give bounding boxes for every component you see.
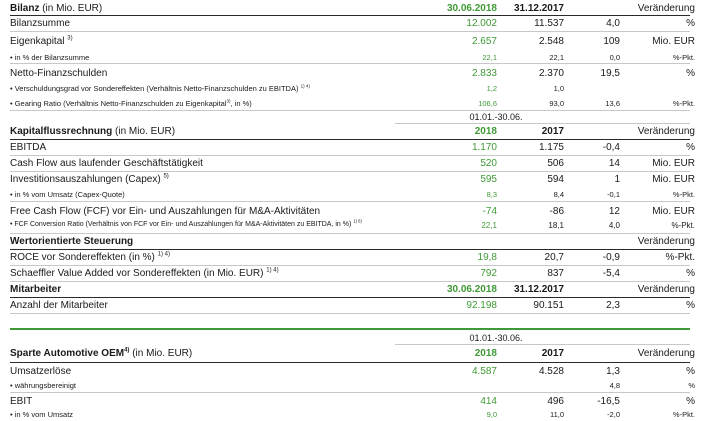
value-previous: 506 [547,158,564,169]
divider [395,344,690,345]
value-previous: 18,1 [548,221,564,230]
value-change: -0,1 [607,190,620,199]
period-label: 01.01.-30.06. [469,333,523,343]
divider [10,233,690,234]
value-unit: %-Pkt. [672,99,695,108]
footnote-ref: 1) 6) [353,218,362,224]
row-label: • FCF Conversion Ratio (Verhältnis von FCF vor Ein- und Auszahlungen für M&A-Aktivitäten zu EBITDA, in %) [10,221,352,228]
section-separator [10,328,690,330]
value-change: 1,3 [606,366,620,377]
oem-unit: (in Mio. EUR) [129,348,193,359]
oem-col1: 2018 [474,348,497,359]
footnote-ref: 5) [163,173,169,180]
value-change: -0,9 [602,252,620,263]
value-current: 22,1 [482,53,497,62]
value-unit: % [686,396,695,407]
bilanz-col2: 31.12.2017 [513,3,564,14]
row-label: EBITDA [10,142,47,153]
footnote-ref: 3) [226,98,231,104]
value-unit: % [686,366,695,377]
wert-col4: Veränderung [637,236,695,247]
divider [10,63,690,64]
row-label: Bilanzsumme [10,18,71,29]
row-label: Netto-Finanzschulden [10,68,108,79]
row-label: • in % vom Umsatz [10,410,74,419]
value-previous: 4.528 [538,366,564,377]
row-label: Eigenkapital [10,36,65,47]
value-previous: 90.151 [533,300,564,311]
mitarbeiter-col4: Veränderung [637,284,695,295]
value-change: 4,8 [609,381,620,390]
value-change: 0,0 [609,53,620,62]
divider [10,201,690,202]
value-unit: % [686,142,695,153]
mitarbeiter-col2: 31.12.2017 [513,284,564,295]
value-current: 595 [480,174,497,185]
row-label: Cash Flow aus laufender Geschäftstätigkeit [10,158,203,169]
oem-title: Sparte Automotive OEM [10,348,125,359]
value-previous: 496 [547,396,564,407]
divider [10,249,690,250]
value-change: 109 [603,36,620,47]
value-unit: Mio. EUR [652,36,695,47]
divider [10,15,690,16]
footnote-ref: 4) [124,347,130,354]
value-current: 414 [480,396,497,407]
value-unit: % [688,381,695,390]
row-label: ROCE vor Sondereffekten (in %) [10,252,155,263]
value-unit: %-Pkt. [672,410,695,419]
value-current: 8,3 [486,190,497,199]
value-change: -16,5 [597,396,620,407]
value-unit: Mio. EUR [652,158,695,169]
divider [395,123,690,124]
divider [10,265,690,266]
kapital-title: Kapitalflussrechnung [10,126,113,137]
value-previous: 11.537 [534,18,564,29]
value-current: 520 [480,158,497,169]
divider [10,297,690,298]
row-label: Umsatzerlöse [10,366,72,377]
footnote-ref: 3) [67,35,73,42]
value-previous: 8,4 [553,190,564,199]
oem-col4: Veränderung [637,348,695,359]
row-label: Free Cash Flow (FCF) vor Ein- und Auszahlungen für M&A-Aktivitäten [10,206,321,217]
value-change: 13,6 [605,99,620,108]
row-label-suffix: , in %) [230,99,252,108]
value-change: 14 [608,158,620,169]
value-previous: 11,0 [549,410,564,419]
bilanz-unit: (in Mio. EUR) [39,3,103,14]
row-label: • Verschuldungsgrad vor Sondereffekten (Verhältnis Netto-Finanzschulden zu EBITDA) [10,84,299,93]
period-label: 01.01.-30.06. [469,112,523,122]
oem-col2: 2017 [541,348,564,359]
value-current: 22,1 [481,221,497,230]
value-unit: Mio. EUR [652,206,695,217]
row-label: • Gearing Ratio (Verhältnis Netto-Finanzschulden zu Eigenkapital [10,99,227,108]
value-current: 1,2 [486,84,497,93]
kapital-col1: 2018 [474,126,497,137]
row-label: EBIT [10,396,33,407]
divider [10,392,690,393]
row-label: Schaeffler Value Added vor Sondereffekten (in Mio. EUR) [10,268,264,279]
value-previous: 93,0 [549,99,564,108]
row-label: • währungsbereinigt [10,381,76,390]
value-previous: 2.548 [538,36,564,47]
value-change: -0,4 [602,142,620,153]
value-change: -5,4 [602,268,620,279]
value-current: 2.657 [471,36,497,47]
value-previous: 1.175 [538,142,564,153]
value-previous: 22,1 [549,53,564,62]
value-current: 9,0 [486,410,497,419]
value-change: 2,3 [606,300,620,311]
wert-title: Wertorientierte Steuerung [10,236,134,247]
value-current: 4.587 [471,366,497,377]
value-previous: 20,7 [544,252,564,263]
value-unit: %-Pkt. [672,190,695,199]
value-change: -2,0 [607,410,620,419]
mitarbeiter-title: Mitarbeiter [10,284,62,295]
value-unit: % [686,68,695,79]
value-unit: %-Pkt. [672,53,695,62]
value-current: 792 [480,268,497,279]
value-current: 19,8 [477,252,497,263]
divider [10,281,690,282]
value-previous: 594 [547,174,564,185]
value-unit: % [686,18,695,29]
value-unit: Mio. EUR [652,174,695,185]
value-current: 1.170 [471,142,497,153]
row-label: Anzahl der Mitarbeiter [10,300,108,311]
divider [10,171,690,172]
value-change: 4,0 [608,221,620,230]
kapital-col2: 2017 [541,126,564,137]
value-change: 12 [608,206,620,217]
value-unit: % [686,268,695,279]
value-current: 92.198 [466,300,497,311]
value-previous: -86 [549,206,564,217]
value-unit: %-Pkt. [671,221,695,230]
bilanz-col1: 30.06.2018 [446,3,497,14]
value-current: 106,6 [478,99,497,108]
footnote-ref: 1) 4) [266,267,279,274]
value-change: 19,5 [600,68,620,79]
footnote-ref: 1) 4) [300,83,310,89]
value-current: -74 [482,206,497,217]
value-previous: 2.370 [538,68,564,79]
value-previous: 837 [547,268,564,279]
divider [10,313,690,314]
footnote-ref: 1) 4) [157,251,171,258]
divider [10,362,690,363]
divider [10,155,690,156]
value-change: 4,0 [606,18,620,29]
value-unit: % [686,300,695,311]
bilanz-col4: Veränderung [637,3,695,14]
mitarbeiter-col1: 30.06.2018 [446,284,497,295]
divider [10,31,690,32]
value-current: 12.002 [466,18,497,29]
row-label: • in % der Bilanzsumme [10,53,90,62]
row-label: • in % vom Umsatz (Capex-Quote) [10,190,125,199]
value-previous: 1,0 [553,84,564,93]
row-label: Investitionsauszahlungen (Capex) [10,174,161,185]
divider [10,139,690,140]
value-change: 1 [614,174,620,185]
divider [10,110,690,111]
value-current: 2.833 [471,68,497,79]
value-unit: %-Pkt. [665,252,695,263]
kapital-col4: Veränderung [637,126,695,137]
bilanz-title: Bilanz [10,3,40,14]
kapital-unit: (in Mio. EUR) [112,126,176,137]
